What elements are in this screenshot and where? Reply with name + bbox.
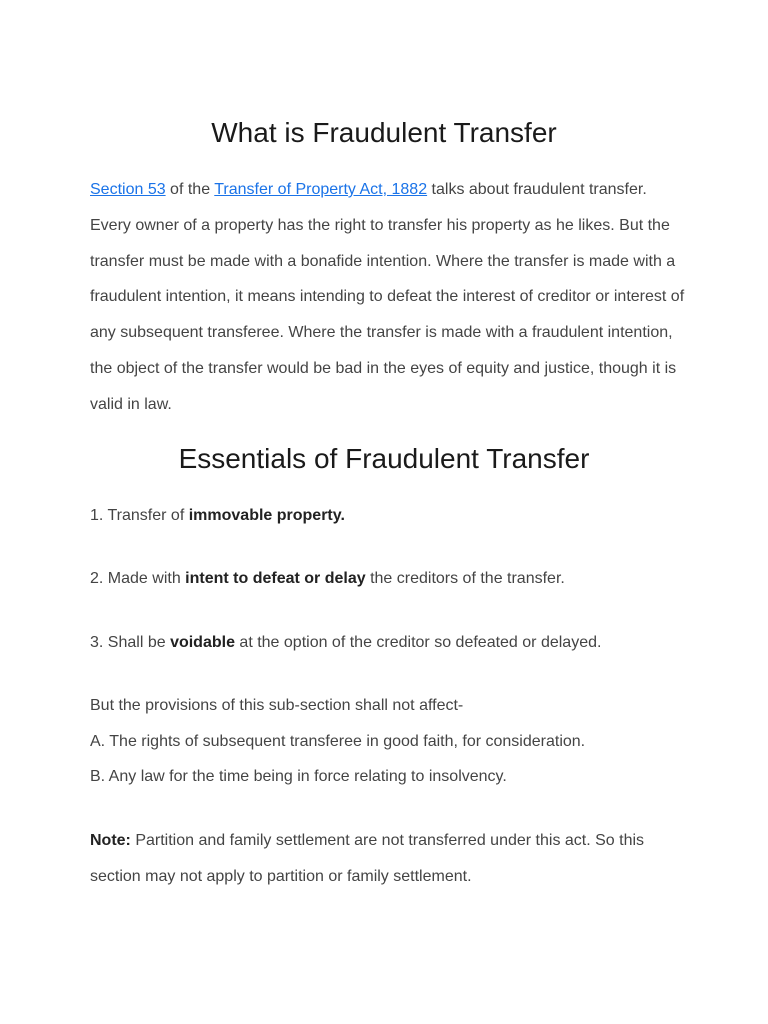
transfer-of-property-act-link[interactable]: Transfer of Property Act, 1882 <box>214 181 428 198</box>
note-label: Note: <box>90 832 131 849</box>
note-text: Partition and family settlement are not transferred under this act. So this section may not apply to partition or family settlement. <box>90 832 645 885</box>
essential-item-3-suffix: at the option of the creditor so defeated or delayed. <box>234 634 602 651</box>
essential-item-1 <box>90 505 690 527</box>
essential-item-2 <box>90 568 690 590</box>
heading-what-is-fraudulent-transfer: What is Fraudulent Transfer <box>211 117 557 148</box>
provision-b: B. Any law for the time being in force relating to insolvency. <box>90 768 507 785</box>
essential-item-3 <box>90 632 690 654</box>
intro-text-body: talks about fraudulent transfer. Every owner of a property has the right to transfer his property as he likes. But the transfer must be made with a bonafide intention. Where the transfer is made with a fraudulent intention, it means intending to defeat the interest of creditor or interest of any subsequent transferee. Where the transfer is made with a fraudulent intention, the object of the transfer would be bad in the eyes of equity and justice, though it is valid in law. <box>90 181 685 413</box>
intro-text-of-the: of the <box>165 181 215 198</box>
provisions-intro: But the provisions of this sub-section shall not affect- <box>90 697 464 714</box>
essential-item-2-bold: intent to defeat or delay <box>185 570 366 587</box>
heading-essentials: Essentials of Fraudulent Transfer <box>178 443 590 474</box>
essential-item-1-bold: immovable property. <box>188 507 345 524</box>
essential-item-2-suffix: the creditors of the transfer. <box>365 570 565 587</box>
essential-item-3-bold: voidable <box>170 634 235 651</box>
section-53-link[interactable]: Section 53 <box>90 181 166 198</box>
provision-a: A. The rights of subsequent transferee in good faith, for consideration. <box>90 733 586 750</box>
intro-paragraph <box>90 172 686 423</box>
essential-item-2-prefix: 2. Made with <box>90 570 186 587</box>
essential-item-1-prefix: 1. Transfer of <box>90 507 189 524</box>
essential-item-3-prefix: 3. Shall be <box>90 634 171 651</box>
note-paragraph <box>90 823 686 895</box>
